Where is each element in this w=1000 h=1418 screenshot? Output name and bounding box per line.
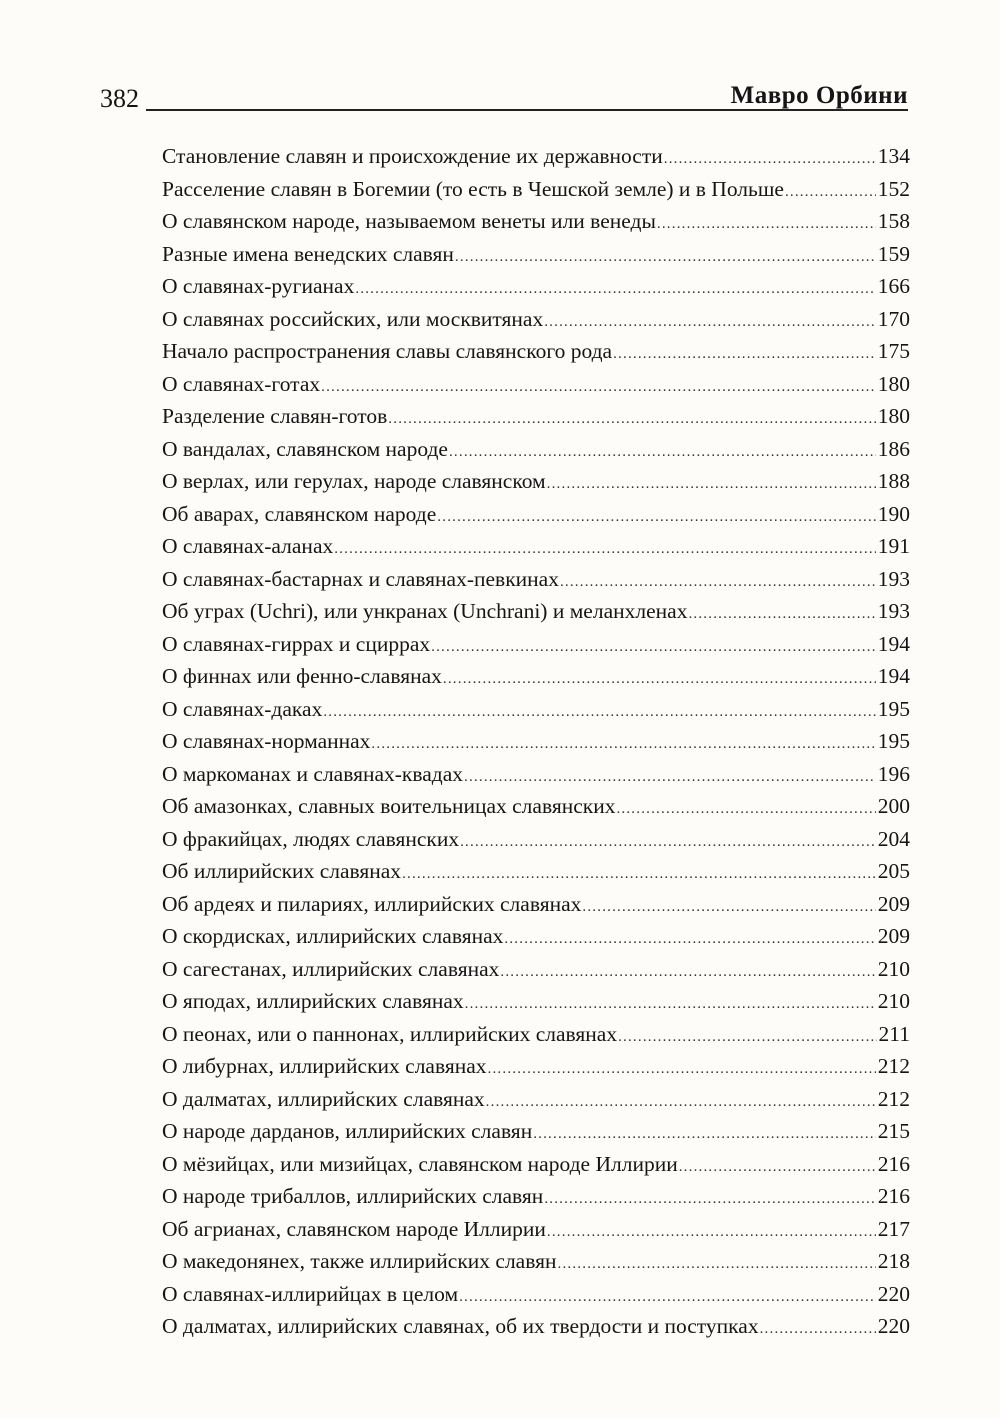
toc-entry (162, 693, 910, 726)
toc-entry (162, 888, 910, 921)
toc-entry (162, 368, 910, 401)
toc-entry (162, 920, 910, 953)
toc-entry-title: О верлах, или герулах, народе славянском (162, 469, 546, 493)
toc-entry-title: О славянах-норманнах (162, 729, 371, 753)
toc-entry (162, 855, 910, 888)
toc-entry (162, 465, 910, 498)
toc-entry-page: 186 (877, 436, 910, 461)
running-title: Мавро Орбини (730, 82, 908, 109)
toc-entry-page: 218 (877, 1249, 910, 1273)
toc-entry-page: 216 (877, 1184, 910, 1208)
toc-entry-page: 193 (877, 566, 910, 591)
toc-entry-page: 159 (877, 241, 910, 266)
toc-entry-page: 210 (877, 956, 910, 981)
toc-dot-leader (388, 403, 875, 436)
toc-entry-page: 216 (877, 1151, 910, 1176)
toc-entry (162, 205, 910, 238)
toc-dot-leader (449, 436, 876, 469)
toc-entry (162, 1310, 910, 1343)
page-number: 382 (100, 84, 139, 113)
toc-entry-page: 196 (877, 761, 910, 786)
toc-dot-leader (488, 1053, 876, 1086)
toc-entry (162, 1018, 910, 1051)
toc-dot-leader (459, 1281, 876, 1314)
toc-entry-title: О маркоманах и славянах-квадах (162, 761, 464, 786)
toc-entry-title: Расселение славян в Богемии (то есть в Чешской земле) и в Польше (162, 176, 784, 201)
toc-dot-leader (460, 826, 876, 859)
toc-dot-leader (431, 631, 876, 664)
toc-entry-page: 175 (877, 339, 910, 363)
toc-entry-page: 190 (877, 501, 910, 526)
toc-entry (162, 1278, 910, 1311)
toc-dot-leader (560, 566, 876, 599)
toc-dot-leader (544, 306, 876, 339)
toc-dot-leader (437, 501, 875, 534)
toc-entry (162, 953, 910, 986)
toc-dot-leader (455, 241, 876, 274)
toc-dot-leader (334, 533, 876, 566)
toc-entry-title: О славянах-бастарнах и славянах-певкинах (162, 566, 559, 591)
toc-entry-title: О славянах-гиррах и сциррах (162, 631, 431, 656)
toc-entry (162, 498, 910, 531)
header-rule (146, 109, 908, 111)
toc-entry-title: Об агрианах, славянском народе Иллирии (162, 1216, 546, 1241)
toc-entry-title: Об иллирийских славянах (162, 859, 402, 883)
toc-entry (162, 335, 910, 368)
toc-dot-leader (547, 468, 876, 501)
toc-entry-page: 209 (877, 891, 910, 916)
toc-dot-leader (355, 273, 875, 306)
toc-entry (162, 1050, 910, 1083)
toc-entry-page: 212 (877, 1086, 910, 1111)
toc-dot-leader (664, 143, 876, 176)
toc-dot-leader (402, 858, 876, 891)
toc-entry-page: 209 (877, 924, 910, 948)
toc-dot-leader (785, 176, 876, 209)
toc-entry-page: 211 (878, 1021, 910, 1046)
toc-entry-title: Об аварах, славянском народе (162, 501, 437, 526)
toc-entry-title: О скордисках, иллирийских славянах (162, 924, 504, 948)
toc-entry-page: 195 (877, 729, 910, 753)
toc-entry-page: 215 (877, 1119, 910, 1143)
toc-entry-page: 188 (877, 469, 910, 493)
toc-entry-title: О пеонах, или о паннонах, иллирийских славянах (162, 1021, 618, 1046)
toc-entry-page: 205 (877, 859, 910, 883)
page-header (100, 82, 908, 116)
toc-entry-page: 170 (877, 306, 910, 331)
toc-entry-title: Становление славян и происхождение их державности (162, 144, 663, 168)
toc-entry-title: О далматах, иллирийских славянах (162, 1086, 485, 1111)
toc-entry-title: О народе трибаллов, иллирийских славян (162, 1184, 544, 1208)
toc-entry (162, 595, 910, 628)
toc-entry-page: 210 (877, 989, 910, 1013)
toc-dot-leader (679, 1151, 876, 1184)
toc-entry (162, 985, 910, 1018)
toc-entry-title: О вандалах, славянском народе (162, 436, 448, 461)
toc-entry (162, 400, 910, 433)
toc-entry (162, 1148, 910, 1181)
toc-entry (162, 530, 910, 563)
toc-entry (162, 1115, 910, 1148)
toc-dot-leader (321, 371, 876, 404)
toc-entry-page: 134 (877, 144, 910, 168)
toc-dot-leader (760, 1313, 876, 1346)
toc-entry-title: О народе дарданов, иллирийских славян (162, 1119, 533, 1143)
toc-entry (162, 660, 910, 693)
toc-entry (162, 140, 910, 173)
toc-entry-title: О славянах-аланах (162, 534, 334, 558)
toc-entry-page: 194 (877, 631, 910, 656)
toc-entry-title: Об уграх (Uchri), или ункранах (Unchrani) и меланхленах (162, 599, 688, 623)
toc-entry (162, 563, 910, 596)
toc-entry-title: О славянах-даках (162, 696, 323, 721)
toc-dot-leader (558, 1248, 876, 1281)
toc-entry-title: Об амазонках, славных воительницах славянских (162, 794, 616, 818)
toc-dot-leader (371, 728, 875, 761)
toc-entry-title: О далматах, иллирийских славянах, об их твердости и поступках (162, 1314, 759, 1338)
toc-entry (162, 628, 910, 661)
toc-dot-leader (500, 956, 875, 989)
toc-dot-leader (323, 696, 875, 729)
toc-entry-page: 195 (877, 696, 910, 721)
toc-entry (162, 270, 910, 303)
toc-entry-page: 217 (877, 1216, 910, 1241)
toc-dot-leader (688, 598, 875, 631)
toc-dot-leader (657, 208, 876, 241)
toc-entry-page: 204 (877, 826, 910, 851)
toc-entry-title: О финнах или фенно-славянах (162, 664, 442, 688)
toc-entry-page: 220 (877, 1281, 910, 1306)
toc-dot-leader (616, 793, 875, 826)
toc-dot-leader (443, 663, 876, 696)
toc-entry-page: 193 (877, 599, 910, 623)
toc-dot-leader (618, 1021, 876, 1054)
toc-entry-title: Разделение славян-готов (162, 404, 388, 428)
toc-entry-title: Разные имена венедских славян (162, 241, 454, 266)
toc-dot-leader (465, 988, 876, 1021)
toc-entry-title: О яподах, иллирийских славянах (162, 989, 464, 1013)
toc-entry-page: 220 (877, 1314, 910, 1338)
toc-entry-page: 158 (877, 209, 910, 233)
toc-entry-title: О славянах российских, или москвитянах (162, 306, 544, 331)
toc-dot-leader (464, 761, 876, 794)
toc-entry-page: 166 (877, 274, 910, 298)
table-of-contents (162, 140, 910, 1343)
toc-entry-page: 194 (877, 664, 910, 688)
toc-entry-title: О сагестанах, иллирийских славянах (162, 956, 500, 981)
toc-entry-page: 152 (877, 176, 910, 201)
toc-entry-title: О фракийцах, людях славянских (162, 826, 460, 851)
toc-dot-leader (613, 338, 876, 371)
toc-entry (162, 303, 910, 336)
toc-dot-leader (486, 1086, 876, 1119)
toc-entry-title: О славянах-готах (162, 371, 321, 396)
toc-entry (162, 790, 910, 823)
toc-entry-title: О славянах-иллирийцах в целом (162, 1281, 459, 1306)
toc-entry (162, 433, 910, 466)
toc-entry-title: О македонянех, также иллирийских славян (162, 1249, 557, 1273)
toc-dot-leader (544, 1183, 875, 1216)
toc-dot-leader (582, 891, 875, 924)
toc-entry (162, 238, 910, 271)
toc-entry (162, 1180, 910, 1213)
toc-entry (162, 725, 910, 758)
toc-entry-page: 191 (877, 534, 910, 558)
toc-entry-page: 180 (877, 371, 910, 396)
toc-dot-leader (547, 1216, 876, 1249)
toc-entry (162, 1083, 910, 1116)
toc-entry (162, 823, 910, 856)
toc-entry-page: 200 (877, 794, 910, 818)
toc-entry-title: О либурнах, иллирийских славянах (162, 1054, 487, 1078)
toc-entry-page: 180 (877, 404, 910, 428)
toc-entry (162, 1213, 910, 1246)
toc-entry (162, 758, 910, 791)
toc-entry-title: Начало распространения славы славянского рода (162, 339, 613, 363)
toc-entry-title: О славянах-ругианах (162, 274, 355, 298)
toc-entry-title: О мёзийцах, или мизийцах, славянском народе Иллирии (162, 1151, 678, 1176)
toc-dot-leader (533, 1118, 876, 1151)
toc-dot-leader (504, 923, 875, 956)
toc-entry-title: О славянском народе, называемом венеты или венеды (162, 209, 656, 233)
toc-entry (162, 173, 910, 206)
toc-entry-page: 212 (877, 1054, 910, 1078)
toc-entry (162, 1245, 910, 1278)
toc-entry-title: Об ардеях и пилариях, иллирийских славянах (162, 891, 582, 916)
